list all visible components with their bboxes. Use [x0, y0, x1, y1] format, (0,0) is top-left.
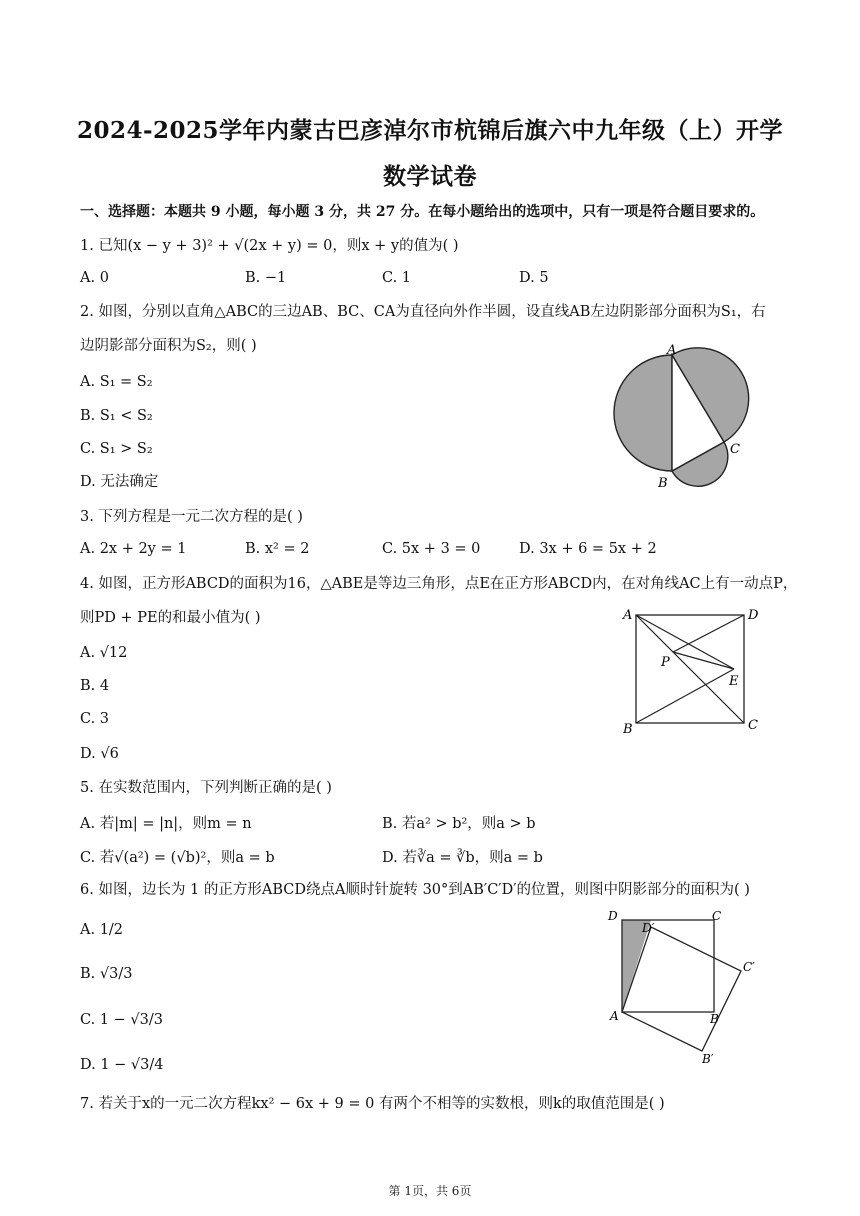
q4-figure — [615, 600, 770, 740]
q4-label-d: D — [748, 608, 759, 623]
q4-segment-pd — [673, 615, 744, 652]
q4-stem-line2: 则PD + PE的和最小值为( ) — [80, 610, 261, 626]
q1-option-d[interactable]: D. 5 — [519, 270, 549, 286]
q4-option-b[interactable]: B. 4 — [80, 678, 110, 694]
q4-label-p: P — [661, 655, 670, 670]
q7-stem: 7. 若关于x的一元二次方程kx² − 6x + 9 = 0 有两个不相等的实数根，则k的取值范围是( ) — [80, 1096, 665, 1112]
q6-option-a[interactable]: A. 1/2 — [80, 922, 124, 938]
q3-stem: 3. 下列方程是一元二次方程的是( ) — [80, 509, 303, 525]
q4-side-be — [636, 669, 734, 723]
q4-label-a: A — [623, 608, 633, 623]
q5-stem: 5. 在实数范围内，下列判断正确的是( ) — [80, 780, 332, 796]
q1-stem: 1. 已知(x − y + 3)² + √(2x + y) = 0，则x + y的值为( ) — [80, 238, 459, 254]
q2-stem-line2: 边阴影部分面积为S₂，则( ) — [80, 338, 257, 354]
q2-option-d[interactable]: D. 无法确定 — [80, 474, 159, 490]
q2-semicircle-ab — [614, 355, 672, 471]
q2-stem-line1: 2. 如图，分别以直角△ABC的三边AB、BC、CA为直径向外作半圆，设直线AB左边阴影部分面积为S₁，右 — [80, 304, 766, 320]
q2-label-c: C — [730, 442, 740, 457]
page-footer: 第 1页，共 6页 — [388, 1184, 472, 1198]
q6-stem: 6. 如图，边长为 1 的正方形ABCD绕点A顺时针旋转 30°到AB′C′D′的位置，则图中阴影部分的面积为( ) — [80, 882, 750, 898]
q5-option-b[interactable]: B. 若a² > b²，则a > b — [382, 816, 536, 832]
q4-diagonal-ac — [636, 615, 744, 723]
q4-option-c[interactable]: C. 3 — [80, 711, 110, 727]
q2-option-b[interactable]: B. S₁ < S₂ — [80, 408, 153, 424]
q4-option-a[interactable]: A. √12 — [80, 645, 128, 661]
q6-label-cprime: C′ — [743, 960, 755, 974]
q5-option-a[interactable]: A. 若|m| = |n|，则m = n — [80, 816, 252, 832]
q6-label-a: A — [610, 1009, 619, 1023]
q4-stem-line1: 4. 如图，正方形ABCD的面积为16，△ABE是等边三角形，点E在正方形ABCD内，在对角线AC上有一动点P， — [80, 576, 798, 592]
q1-option-c[interactable]: C. 1 — [382, 270, 412, 286]
section-heading: 一、选择题：本题共 9 小题，每小题 3 分，共 27 分。在每小题给出的选项中，只有一项是符合题目要求的。 — [80, 204, 765, 220]
q6-option-d[interactable]: D. 1 − √3/4 — [80, 1057, 164, 1073]
q6-option-b[interactable]: B. √3/3 — [80, 966, 133, 982]
q3-option-d[interactable]: D. 3x + 6 = 5x + 2 — [519, 541, 657, 557]
q2-label-a: A — [667, 343, 677, 358]
q4-label-b: B — [623, 722, 633, 737]
q4-option-d[interactable]: D. √6 — [80, 746, 119, 762]
q6-label-b: B — [710, 1012, 719, 1026]
q4-label-c: C — [748, 718, 758, 733]
q5-option-d[interactable]: D. 若∛a = ∛b，则a = b — [382, 850, 543, 866]
q6-figure — [600, 905, 775, 1070]
q3-option-c[interactable]: C. 5x + 3 = 0 — [382, 541, 481, 557]
q1-option-a[interactable]: A. 0 — [80, 270, 109, 286]
q2-label-b: B — [658, 476, 668, 491]
q6-label-bprime: B′ — [702, 1052, 714, 1066]
q3-option-b[interactable]: B. x² = 2 — [245, 541, 310, 557]
q6-label-d: D — [608, 909, 618, 923]
q6-option-c[interactable]: C. 1 − √3/3 — [80, 1012, 163, 1028]
q2-option-a[interactable]: A. S₁ = S₂ — [80, 374, 153, 390]
q2-figure — [600, 340, 770, 495]
page-title-line2: 数学试卷 — [383, 163, 477, 190]
page-title-line1: 2024-2025学年内蒙古巴彦淖尔市杭锦后旗六中九年级（上）开学 — [76, 117, 784, 144]
q2-option-c[interactable]: C. S₁ > S₂ — [80, 441, 153, 457]
q5-option-c[interactable]: C. 若√(a²) = (√b)²，则a = b — [80, 850, 275, 866]
q6-label-c: C — [712, 909, 722, 923]
q4-side-ae — [636, 615, 734, 669]
q4-label-e: E — [729, 674, 739, 689]
q6-label-dprime: D′ — [642, 921, 655, 935]
q3-option-a[interactable]: A. 2x + 2y = 1 — [80, 541, 187, 557]
q1-option-b[interactable]: B. −1 — [245, 270, 287, 286]
